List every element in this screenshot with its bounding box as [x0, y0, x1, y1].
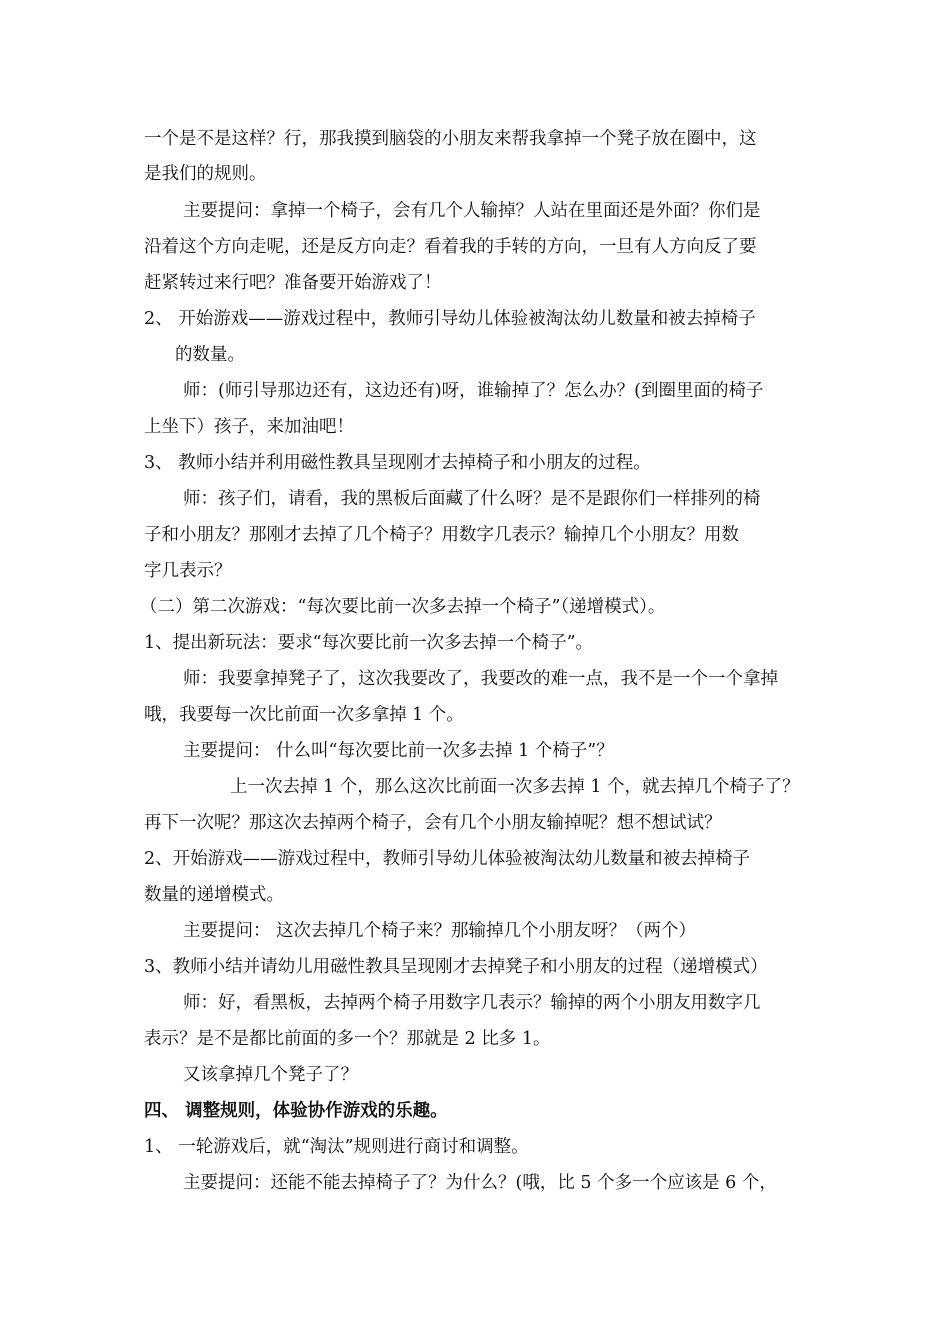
paragraph-line: 赶紧转过来行吧？准备要开始游戏了！ — [144, 273, 442, 293]
paragraph-line: 一个是不是这样？行，那我摸到脑袋的小朋友来帮我拿掉一个凳子放在圈中，这 — [144, 129, 757, 149]
paragraph-line: 沿着这个方向走呢，还是反方向走？看着我的手转的方向，一旦有人方向反了要 — [144, 237, 757, 257]
paragraph-line: 数量的递增模式。 — [144, 885, 284, 905]
paragraph-line: 主要提问：还能不能去掉椅子了？为什么？(哦，比 5 个多一个应该是 6 个， — [183, 1173, 777, 1193]
list-item: 1、 一轮游戏后，就“淘汰”规则进行商讨和调整。 — [144, 1137, 529, 1157]
paragraph-line: 师：我要拿掉凳子了，这次我要改了，我要改的难一点，我不是一个一个拿掉 — [183, 669, 778, 689]
section-heading: （二）第二次游戏：“每次要比前一次多去掉一个椅子”（递增模式）。 — [140, 597, 666, 617]
paragraph-line: 又该拿掉几个凳子了？ — [183, 1065, 358, 1085]
paragraph-line: 哦，我要每一次比前面一次多拿掉 1 个。 — [144, 705, 464, 725]
paragraph-line: 表示？是不是都比前面的多一个？那就是 2 比多 1。 — [144, 1029, 551, 1049]
paragraph-line: 字几表示？ — [144, 561, 232, 581]
list-item: 2、 开始游戏——游戏过程中，教师引导幼儿体验被淘汰幼儿数量和被去掉椅子 — [144, 309, 756, 329]
paragraph-line: 的数量。 — [175, 345, 245, 365]
list-item: 3、教师小结并请幼儿用磁性教具呈现刚才去掉凳子和小朋友的过程（递增模式） — [144, 957, 768, 977]
paragraph-line: 主要提问： 什么叫“每次要比前一次多去掉 1 个椅子”？ — [183, 741, 614, 761]
list-item: 1、提出新玩法：要求“每次要比前一次多去掉一个椅子”。 — [144, 633, 594, 653]
list-item: 2、开始游戏——游戏过程中，教师引导幼儿体验被淘汰幼儿数量和被去掉椅子 — [144, 849, 751, 869]
paragraph-line: 师：好，看黑板，去掉两个椅子用数字几表示？输掉的两个小朋友用数字几 — [183, 993, 761, 1013]
paragraph-line: 上坐下）孩子，来加油吧！ — [144, 417, 354, 437]
list-item: 3、 教师小结并利用磁性教具呈现刚才去掉椅子和小朋友的过程。 — [144, 453, 651, 473]
paragraph-line: 子和小朋友？那刚才去掉了几个椅子？用数字几表示？输掉几个小朋友？用数 — [144, 525, 739, 545]
paragraph-line: 上一次去掉 1 个，那么这次比前面一次多去掉 1 个，就去掉几个椅子了？ — [230, 777, 800, 797]
paragraph-line: 师：孩子们，请看，我的黑板后面藏了什么呀？是不是跟你们一样排列的椅 — [183, 489, 761, 509]
paragraph-line: 是我们的规则。 — [144, 164, 267, 184]
paragraph-line: 再下一次呢？那这次去掉两个椅子，会有几个小朋友输掉呢？想不想试试？ — [144, 813, 722, 833]
paragraph-line: 主要提问： 这次去掉几个椅子来？那输掉几个小朋友呀？（两个） — [183, 921, 697, 941]
section-heading: 四、 调整规则，体验协作游戏的乐趣。 — [144, 1101, 448, 1121]
paragraph-line: 主要提问：拿掉一个椅子，会有几个人输掉？人站在里面还是外面？你们是 — [183, 201, 761, 221]
paragraph-line: 师：(师引导那边还有，这边还有)呀，谁输掉了？怎么办？(到圈里面的椅子 — [183, 381, 764, 401]
